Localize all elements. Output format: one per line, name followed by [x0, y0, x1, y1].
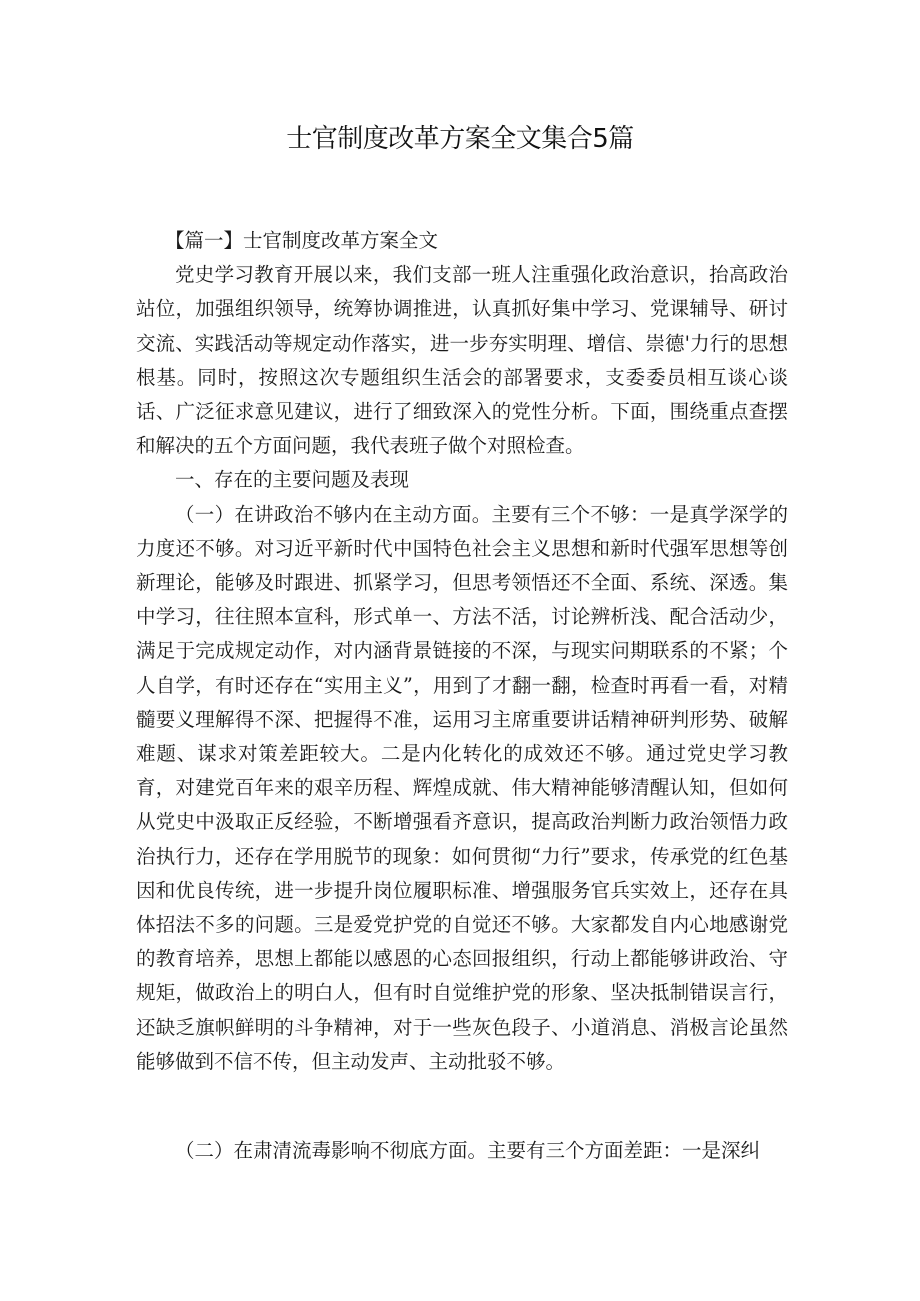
paragraph-point-one: （一）在讲政治不够内在主动方面。主要有三个不够：一是真学深学的力度还不够。对习近平新时代中国特色社会主义思想和新时代强军思想等创新理论，能够及时跟进、抓紧学习，但思考领悟还不全面、系统、深透。集中学习，往往照本宣科，形式单一、方法不活，讨论辨析浅、配合活动少，满足于完成规定动作，对内涵背景链接的不深，与现实问期联系的不紧；个人自学，有时还存在“实用主义”，用到了才翻一翻，检查时再看一看，对精髓要义理解得不深、把握得不准，运用习主席重要讲话精神研判形势、破解难题、谋求对策差距较大。二是内化转化的成效还不够。通过党史学习教育，对建党百年来的艰辛历程、辉煌成就、伟大精神能够清醒认知，但如何从党史中汲取正反经验，不断增强看齐意识，提高政治判断力政治领悟力政治执行力，还存在学用脱节的现象：如何贯彻“力行”要求，传承党的红色基因和优良传统，进一步提升岗位履职标准、增强服务官兵实效上，还存在具体招法不多的问题。三是爱党护党的自觉还不够。大家都发自内心地感谢党的教育培养，思想上都能以感恩的心态回报组织，行动上都能够讲政治、守规矩，做政治上的明白人，但有时自觉维护党的形象、坚决抵制错误言行，还缺乏旗帜鲜明的斗争精神，对于一些灰色段子、小道消息、消极言论虽然能够做到不信不传，但主动发声、主动批驳不够。: [136, 502, 788, 1073]
paragraph-point-two: （二）在肃清流毒影响不彻底方面。主要有三个方面差距：一是深纠: [175, 1139, 761, 1162]
document-title: 士官制度改革方案全文集合5篇: [286, 124, 634, 154]
document-body-continued: [136, 1134, 788, 1168]
document-body: [136, 224, 788, 1079]
paragraph-intro: 党史学习教育开展以来，我们支部一班人注重强化政治意识，抬高政治站位，加强组织领导，统筹协调推进，认真抓好集中学习、党课辅导、研讨交流、实践活动等规定动作落实，进一步夯实明理、增信、崇德'力行的思想根基。同时，按照这次专题组织生活会的部署要求，支委委员相互谈心谈话、广泛征求意见建议，进行了细致深入的党性分析。下面，围绕重点查摆和解决的五个方面问题，我代表班子做个对照检查。: [136, 263, 788, 458]
subheading-problems: 一、存在的主要问题及表现: [175, 468, 410, 492]
section-heading: 【篇一】士官制度改革方案全文: [165, 229, 439, 252]
